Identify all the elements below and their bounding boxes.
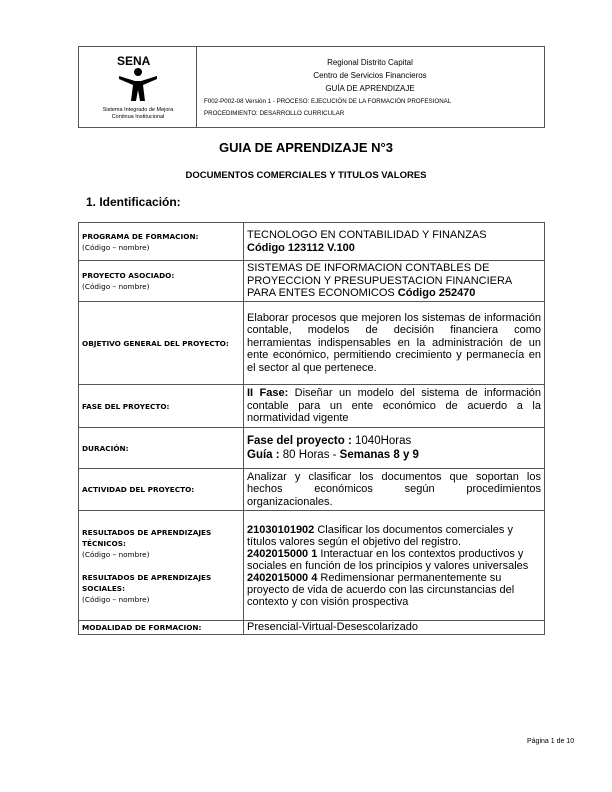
duracion-label: DURACIÓN: [82, 443, 129, 453]
resultados-value-cell [244, 511, 545, 621]
document-header [78, 46, 545, 128]
programa-code: Código 123112 V.100 [247, 241, 355, 254]
page-subtitle: DOCUMENTOS COMERCIALES Y TITULOS VALORES [185, 170, 427, 181]
header-proceso: F002-P002-08 Versión 1 - PROCESO: EJECUCIÓN DE LA FORMACIÓN PROFESIONAL [204, 98, 452, 105]
proyecto-sublabel: (Código – nombre) [82, 282, 150, 291]
table-row-actividad [79, 469, 545, 511]
table-row-programa [79, 223, 545, 261]
header-centro: Centro de Servicios Financieros [313, 71, 427, 80]
resultado-code: 2402015000 1 [247, 547, 318, 560]
resultado-text: Interactuar en los contextos productivos y sociales en función de los principios y valores universales [247, 547, 529, 572]
actividad-label: ACTIVIDAD DEL PROYECTO: [82, 485, 195, 494]
duracion-guia-line [247, 448, 541, 462]
actividad-value: Analizar y clasificar los documentos que soportan los hechos económicos según procedimientos organizacionales. [244, 469, 545, 511]
duracion-fase-line [247, 434, 541, 448]
logo-caption-line1: Sistema Integrado de Mejora [102, 107, 174, 113]
table-row-objetivo [79, 302, 545, 385]
sena-logo-text: SENA [117, 54, 151, 68]
duracion-fase-value: 1040Horas [351, 435, 412, 447]
fase-label-cell [79, 385, 244, 428]
programa-value-cell [244, 223, 545, 261]
objetivo-value: Elaborar procesos que mejoren los sistemas de información contable, modelos de decisión financiera como herramientas indispensables en la administración de un ente económico, permitiendo crecimiento y permanecía en el sector al que pertenece. [244, 302, 545, 385]
modalidad-label-cell [79, 621, 244, 635]
resultado-text: Redimensionar permanentemente su proyecto de vida de acuerdo con las circunstancias del contexto y con visión prospectiva [247, 571, 515, 608]
table-row-proyecto [79, 261, 545, 302]
table-row-modalidad [79, 621, 545, 635]
fase-value-cell [244, 385, 545, 428]
modalidad-label: MODALIDAD DE FORMACION: [82, 623, 202, 632]
duracion-semanas: Semanas 8 y 9 [339, 449, 419, 461]
resultado-code: 21030101902 [247, 523, 315, 536]
logo-caption [81, 107, 195, 121]
proyecto-value: SISTEMAS DE INFORMACION CONTABLES DE PROYECCION Y PRESUPUESTACION FINANCIERA PARA ENTES ECONOMICOS [247, 262, 512, 300]
resultados-tecnicos-sublabel: (Código – nombre) [82, 549, 150, 559]
resultados-label-cell [79, 511, 244, 621]
proyecto-label-cell [79, 261, 244, 302]
page-title: GUIA DE APRENDIZAJE N°3 [219, 140, 393, 155]
table-row-duracion [79, 428, 545, 469]
header-regional: Regional Distrito Capital [327, 58, 413, 67]
programa-label-cell [79, 223, 244, 261]
duracion-value-cell [244, 428, 545, 469]
objetivo-label-cell [79, 302, 244, 385]
programa-sublabel: (Código – nombre) [82, 242, 150, 252]
modalidad-value: Presencial-Virtual-Desescolarizado [244, 621, 545, 635]
fase-value: Diseñar un modelo del sistema de información contable para un ente económico de acuerdo a la normatividad vigente [247, 387, 542, 425]
fase-value-bold: II Fase: [247, 387, 289, 400]
objetivo-label: OBJETIVO GENERAL DEL PROYECTO: [82, 338, 229, 348]
actividad-label-cell [79, 469, 244, 511]
resultado-text: Clasificar los documentos comerciales y títulos valores según el objetivo del registro. [247, 523, 513, 548]
logo-cell [79, 47, 197, 127]
duracion-fase-label: Fase del proyecto : [247, 435, 352, 447]
table-row-resultados [79, 511, 545, 621]
resultado-code: 2402015000 4 [247, 571, 318, 584]
programa-value: TECNOLOGO EN CONTABILIDAD Y FINANZAS [247, 229, 487, 241]
header-procedimiento: PROCEDIMIENTO: DESARROLLO CURRICULAR [204, 110, 345, 117]
proyecto-code: Código 252470 [397, 287, 476, 300]
logo-caption-line2: Continua Institucional [111, 114, 165, 120]
header-guia: GUÍA DE APRENDIZAJE [325, 84, 415, 93]
duracion-label-cell [79, 428, 244, 469]
sena-logo-icon [113, 52, 163, 104]
programa-label: PROGRAMA DE FORMACION: [82, 231, 199, 241]
fase-label: FASE DEL PROYECTO: [82, 401, 170, 411]
resultado-item [247, 548, 541, 572]
resultados-sociales-sublabel: (Código – nombre) [82, 594, 150, 604]
resultados-sociales-label: RESULTADOS DE APRENDIZAJES SOCIALES: [82, 572, 212, 593]
duracion-guia-label: Guía : [247, 449, 280, 461]
duracion-guia-value: 80 Horas - [279, 449, 340, 461]
section-heading: 1. Identificación: [86, 195, 181, 209]
proyecto-label: PROYECTO ASOCIADO: [82, 271, 175, 280]
resultado-item [247, 524, 541, 548]
resultados-tecnicos-label: RESULTADOS DE APRENDIZAJES TÉCNICOS: [82, 527, 212, 548]
proyecto-value-cell [244, 261, 545, 302]
table-row-fase [79, 385, 545, 428]
page-number: Página 1 de 10 [527, 738, 575, 745]
identification-table [78, 222, 545, 635]
resultado-item [247, 572, 541, 608]
